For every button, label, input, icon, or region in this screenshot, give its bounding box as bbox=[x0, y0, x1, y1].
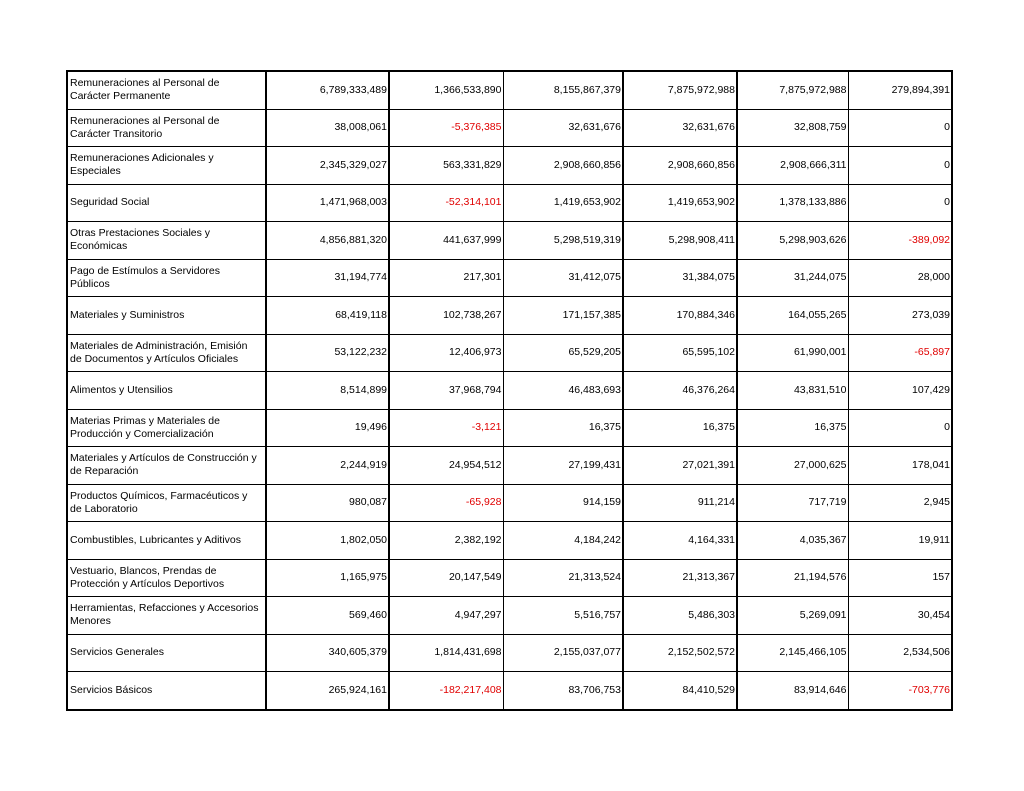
row-label: Pago de Estímulos a Servidores Públicos bbox=[67, 259, 266, 297]
amount-cell-col-6: 157 bbox=[848, 559, 952, 597]
amount-cell-col-1: 569,460 bbox=[266, 597, 389, 635]
amount-cell-col-6: 0 bbox=[848, 109, 952, 147]
table-row bbox=[67, 184, 952, 222]
amount-cell-col-5: 83,914,646 bbox=[737, 672, 848, 710]
amount-cell-col-3: 46,483,693 bbox=[503, 372, 623, 410]
amount-cell-col-6: 178,041 bbox=[848, 447, 952, 485]
row-label: Remuneraciones al Personal de Carácter Transitorio bbox=[67, 109, 266, 147]
amount-cell-col-3: 31,412,075 bbox=[503, 259, 623, 297]
amount-cell-col-2: 37,968,794 bbox=[389, 372, 503, 410]
amount-cell-col-2: 2,382,192 bbox=[389, 522, 503, 560]
row-label: Servicios Básicos bbox=[67, 672, 266, 710]
amount-cell-col-4: 1,419,653,902 bbox=[623, 184, 737, 222]
row-label: Productos Químicos, Farmacéuticos y de Laboratorio bbox=[67, 484, 266, 522]
amount-cell-col-5: 21,194,576 bbox=[737, 559, 848, 597]
table-row bbox=[67, 222, 952, 260]
amount-cell-col-6: 279,894,391 bbox=[848, 71, 952, 109]
amount-cell-col-1: 4,856,881,320 bbox=[266, 222, 389, 260]
amount-cell-col-3: 4,184,242 bbox=[503, 522, 623, 560]
amount-cell-col-3: 27,199,431 bbox=[503, 447, 623, 485]
amount-cell-col-4: 5,486,303 bbox=[623, 597, 737, 635]
table-row bbox=[67, 372, 952, 410]
amount-cell-col-6: -65,897 bbox=[848, 334, 952, 372]
amount-cell-col-5: 43,831,510 bbox=[737, 372, 848, 410]
amount-cell-col-2: 563,331,829 bbox=[389, 147, 503, 185]
amount-cell-col-2: 12,406,973 bbox=[389, 334, 503, 372]
amount-cell-col-5: 717,719 bbox=[737, 484, 848, 522]
amount-cell-col-5: 4,035,367 bbox=[737, 522, 848, 560]
amount-cell-col-3: 2,155,037,077 bbox=[503, 634, 623, 672]
row-label: Servicios Generales bbox=[67, 634, 266, 672]
amount-cell-col-3: 21,313,524 bbox=[503, 559, 623, 597]
amount-cell-col-5: 2,908,666,311 bbox=[737, 147, 848, 185]
amount-cell-col-4: 16,375 bbox=[623, 409, 737, 447]
amount-cell-col-4: 65,595,102 bbox=[623, 334, 737, 372]
amount-cell-col-6: 0 bbox=[848, 409, 952, 447]
amount-cell-col-3: 2,908,660,856 bbox=[503, 147, 623, 185]
amount-cell-col-5: 164,055,265 bbox=[737, 297, 848, 335]
amount-cell-col-5: 61,990,001 bbox=[737, 334, 848, 372]
table-row bbox=[67, 409, 952, 447]
table-row bbox=[67, 109, 952, 147]
amount-cell-col-6: 273,039 bbox=[848, 297, 952, 335]
amount-cell-col-1: 53,122,232 bbox=[266, 334, 389, 372]
amount-cell-col-1: 2,345,329,027 bbox=[266, 147, 389, 185]
amount-cell-col-2: 24,954,512 bbox=[389, 447, 503, 485]
row-label: Herramientas, Refacciones y Accesorios Menores bbox=[67, 597, 266, 635]
amount-cell-col-5: 5,269,091 bbox=[737, 597, 848, 635]
amount-cell-col-3: 1,419,653,902 bbox=[503, 184, 623, 222]
amount-cell-col-1: 1,802,050 bbox=[266, 522, 389, 560]
amount-cell-col-6: 28,000 bbox=[848, 259, 952, 297]
table-row bbox=[67, 559, 952, 597]
amount-cell-col-3: 171,157,385 bbox=[503, 297, 623, 335]
row-label: Materiales de Administración, Emisión de Documentos y Artículos Oficiales bbox=[67, 334, 266, 372]
amount-cell-col-5: 31,244,075 bbox=[737, 259, 848, 297]
table-row bbox=[67, 71, 952, 109]
amount-cell-col-1: 980,087 bbox=[266, 484, 389, 522]
table-row bbox=[67, 297, 952, 335]
amount-cell-col-5: 1,378,133,886 bbox=[737, 184, 848, 222]
amount-cell-col-4: 170,884,346 bbox=[623, 297, 737, 335]
amount-cell-col-6: -703,776 bbox=[848, 672, 952, 710]
amount-cell-col-2: -52,314,101 bbox=[389, 184, 503, 222]
budget-table-body bbox=[67, 71, 952, 710]
table-row bbox=[67, 672, 952, 710]
amount-cell-col-5: 2,145,466,105 bbox=[737, 634, 848, 672]
amount-cell-col-1: 8,514,899 bbox=[266, 372, 389, 410]
amount-cell-col-6: 2,945 bbox=[848, 484, 952, 522]
amount-cell-col-6: 30,454 bbox=[848, 597, 952, 635]
amount-cell-col-1: 31,194,774 bbox=[266, 259, 389, 297]
row-label: Materiales y Artículos de Construcción y de Reparación bbox=[67, 447, 266, 485]
table-row bbox=[67, 447, 952, 485]
table-row bbox=[67, 259, 952, 297]
budget-table bbox=[66, 70, 953, 711]
amount-cell-col-2: 4,947,297 bbox=[389, 597, 503, 635]
amount-cell-col-1: 2,244,919 bbox=[266, 447, 389, 485]
amount-cell-col-5: 16,375 bbox=[737, 409, 848, 447]
amount-cell-col-3: 5,516,757 bbox=[503, 597, 623, 635]
row-label: Otras Prestaciones Sociales y Económicas bbox=[67, 222, 266, 260]
amount-cell-col-6: 2,534,506 bbox=[848, 634, 952, 672]
row-label: Combustibles, Lubricantes y Aditivos bbox=[67, 522, 266, 560]
amount-cell-col-4: 21,313,367 bbox=[623, 559, 737, 597]
amount-cell-col-2: -5,376,385 bbox=[389, 109, 503, 147]
amount-cell-col-4: 32,631,676 bbox=[623, 109, 737, 147]
amount-cell-col-4: 2,152,502,572 bbox=[623, 634, 737, 672]
amount-cell-col-6: 0 bbox=[848, 184, 952, 222]
table-row bbox=[67, 634, 952, 672]
amount-cell-col-1: 1,165,975 bbox=[266, 559, 389, 597]
amount-cell-col-4: 7,875,972,988 bbox=[623, 71, 737, 109]
row-label: Materiales y Suministros bbox=[67, 297, 266, 335]
row-label: Vestuario, Blancos, Prendas de Protección y Artículos Deportivos bbox=[67, 559, 266, 597]
table-row bbox=[67, 334, 952, 372]
amount-cell-col-5: 5,298,903,626 bbox=[737, 222, 848, 260]
amount-cell-col-2: 217,301 bbox=[389, 259, 503, 297]
amount-cell-col-5: 7,875,972,988 bbox=[737, 71, 848, 109]
amount-cell-col-2: -182,217,408 bbox=[389, 672, 503, 710]
table-row bbox=[67, 597, 952, 635]
amount-cell-col-1: 38,008,061 bbox=[266, 109, 389, 147]
amount-cell-col-2: 1,814,431,698 bbox=[389, 634, 503, 672]
amount-cell-col-2: 441,637,999 bbox=[389, 222, 503, 260]
amount-cell-col-1: 68,419,118 bbox=[266, 297, 389, 335]
amount-cell-col-2: -65,928 bbox=[389, 484, 503, 522]
amount-cell-col-2: -3,121 bbox=[389, 409, 503, 447]
amount-cell-col-2: 20,147,549 bbox=[389, 559, 503, 597]
amount-cell-col-4: 31,384,075 bbox=[623, 259, 737, 297]
amount-cell-col-4: 4,164,331 bbox=[623, 522, 737, 560]
table-row bbox=[67, 484, 952, 522]
amount-cell-col-3: 65,529,205 bbox=[503, 334, 623, 372]
amount-cell-col-3: 5,298,519,319 bbox=[503, 222, 623, 260]
amount-cell-col-4: 84,410,529 bbox=[623, 672, 737, 710]
row-label: Seguridad Social bbox=[67, 184, 266, 222]
amount-cell-col-6: 107,429 bbox=[848, 372, 952, 410]
amount-cell-col-3: 8,155,867,379 bbox=[503, 71, 623, 109]
amount-cell-col-4: 27,021,391 bbox=[623, 447, 737, 485]
amount-cell-col-3: 83,706,753 bbox=[503, 672, 623, 710]
amount-cell-col-4: 46,376,264 bbox=[623, 372, 737, 410]
amount-cell-col-1: 1,471,968,003 bbox=[266, 184, 389, 222]
amount-cell-col-1: 19,496 bbox=[266, 409, 389, 447]
amount-cell-col-4: 911,214 bbox=[623, 484, 737, 522]
amount-cell-col-3: 914,159 bbox=[503, 484, 623, 522]
amount-cell-col-5: 32,808,759 bbox=[737, 109, 848, 147]
amount-cell-col-2: 102,738,267 bbox=[389, 297, 503, 335]
row-label: Materias Primas y Materiales de Producción y Comercialización bbox=[67, 409, 266, 447]
row-label: Alimentos y Utensilios bbox=[67, 372, 266, 410]
amount-cell-col-6: 0 bbox=[848, 147, 952, 185]
table-row bbox=[67, 522, 952, 560]
amount-cell-col-4: 2,908,660,856 bbox=[623, 147, 737, 185]
amount-cell-col-4: 5,298,908,411 bbox=[623, 222, 737, 260]
amount-cell-col-6: 19,911 bbox=[848, 522, 952, 560]
amount-cell-col-3: 32,631,676 bbox=[503, 109, 623, 147]
row-label: Remuneraciones al Personal de Carácter Permanente bbox=[67, 71, 266, 109]
amount-cell-col-5: 27,000,625 bbox=[737, 447, 848, 485]
table-row bbox=[67, 147, 952, 185]
amount-cell-col-6: -389,092 bbox=[848, 222, 952, 260]
row-label: Remuneraciones Adicionales y Especiales bbox=[67, 147, 266, 185]
amount-cell-col-3: 16,375 bbox=[503, 409, 623, 447]
amount-cell-col-1: 340,605,379 bbox=[266, 634, 389, 672]
amount-cell-col-2: 1,366,533,890 bbox=[389, 71, 503, 109]
amount-cell-col-1: 6,789,333,489 bbox=[266, 71, 389, 109]
amount-cell-col-1: 265,924,161 bbox=[266, 672, 389, 710]
